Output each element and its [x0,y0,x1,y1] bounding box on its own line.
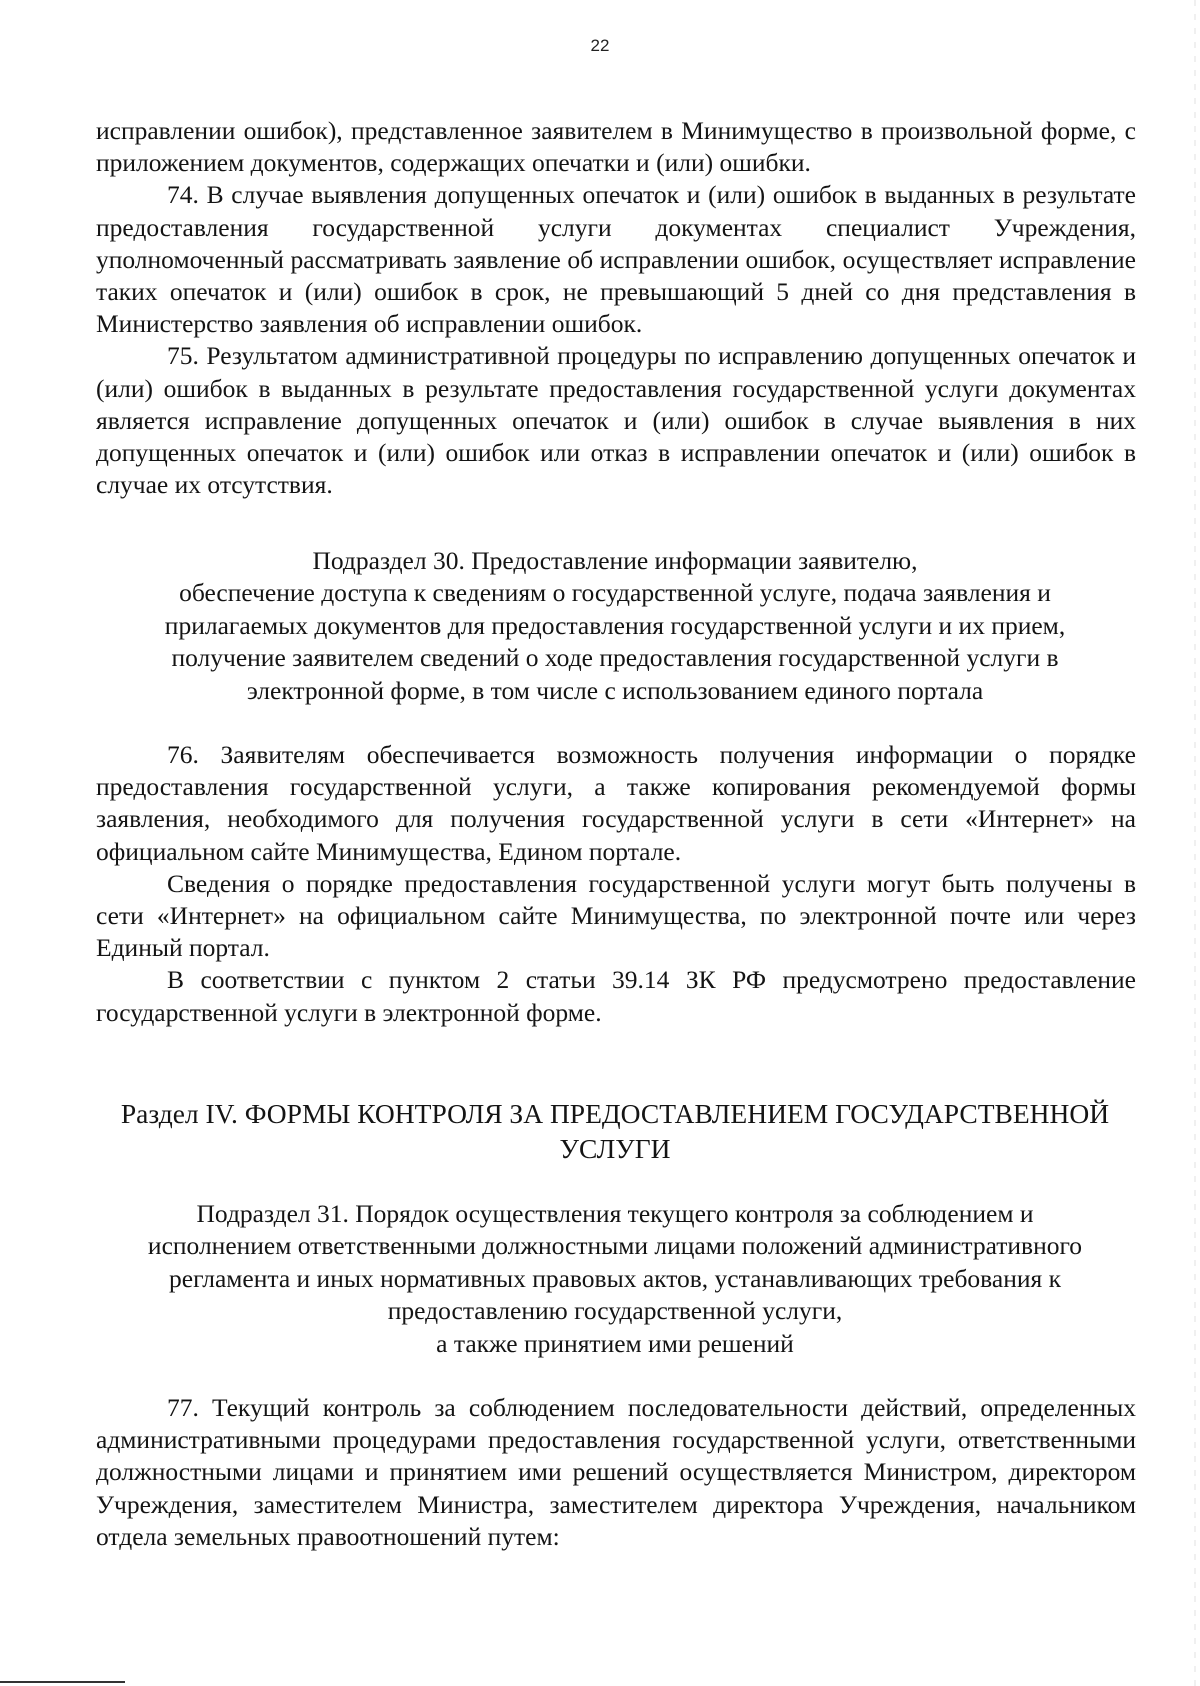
section-4-line: Раздел IV. ФОРМЫ КОНТРОЛЯ ЗА ПРЕДОСТАВЛЕНИЕМ ГОСУДАРСТВЕННОЙ [120,1098,1110,1129]
subsection-31-line: предоставлению государственной услуги, [387,1296,843,1326]
paragraph-block-1 [96,115,1136,501]
scan-edge [1194,0,1196,1686]
paragraph-76: 76. Заявителям обеспечивается возможность получения информации о порядке предоставления государственной услуги, а также копирования рекомендуемой формы заявления, необходимого для получения государственной услуги в сети «Интернет» на официальном сайте Минимущества, Едином портале. [96,740,1136,866]
paragraph-continued: исправлении ошибок), представленное заявителем в Минимущество в произвольной форме, с приложением документов, содержащих опечатки и (или) ошибки. [96,116,1136,178]
subsection-30-heading [80,545,1150,707]
paragraph-block-2 [96,739,1136,1029]
subsection-31-line: Подраздел 31. Порядок осуществления текущего контроля за соблюдением и [196,1199,1034,1228]
paragraph-77: 77. Текущий контроль за соблюдением последовательности действий, определенных административными процедурами предоставления государственной услуги, ответственными должностными лицами и принятием ими решений осуществляется Министром, директором Учреждения, заместителем Министра, заместителем директора Учреждения, начальником отдела земельных правоотношений путем: [96,1393,1136,1551]
subsection-30-line: получение заявителем сведений о ходе предоставления государственной услуги в [171,643,1059,673]
section-4-title [80,1096,1150,1166]
section-4-line: УСЛУГИ [559,1133,671,1164]
subsection-30-line: Подраздел 30. Предоставление информации заявителю, [312,546,918,575]
paragraph-block-3 [96,1392,1136,1553]
paragraph-75: 75. Результатом административной процедуры по исправлению допущенных опечаток и (или) ошибок в выданных в результате предоставления государственной услуги документах является исправление допущенных опечаток и (или) ошибок в случае выявления в них допущенных опечаток и (или) ошибок или отказ в исправлении опечаток и (или) ошибок в случае их отсутствия. [96,341,1136,500]
footer-rule [0,1681,125,1683]
subsection-30-line: электронной форме, в том числе с использованием единого портала [246,675,984,705]
paragraph-info: Сведения о порядке предоставления государственной услуги могут быть получены в сети «Интернет» на официальном сайте Минимущества, по электронной почте или через Единый портал. [96,868,1136,963]
subsection-31-heading [80,1198,1150,1360]
paragraph-zk: В соответствии с пунктом 2 статьи 39.14 ЗК РФ предусмотрено предоставление государственной услуги в электронной форме. [96,965,1136,1027]
subsection-31-line: регламента и иных нормативных правовых актов, устанавливающих требования к [169,1263,1061,1293]
subsection-31-line: а также принятием ими решений [436,1328,794,1358]
subsection-31-line: исполнением ответственными должностными лицами положений административного [147,1231,1083,1261]
page-number: 22 [590,36,610,55]
subsection-30-line: обеспечение доступа к сведениям о государственной услуге, подача заявления и [179,578,1051,608]
subsection-30-line: прилагаемых документов для предоставления государственной услуги и их прием, [164,610,1066,640]
paragraph-74: 74. В случае выявления допущенных опечаток и (или) ошибок в выданных в результате предоставления государственной услуги документах специалист Учреждения, уполномоченный рассматривать заявление об исправлении ошибок, осуществляет исправление таких опечаток и (или) ошибок в срок, не превышающий 5 дней со дня представления в Министерство заявления об исправлении ошибок. [96,180,1136,339]
